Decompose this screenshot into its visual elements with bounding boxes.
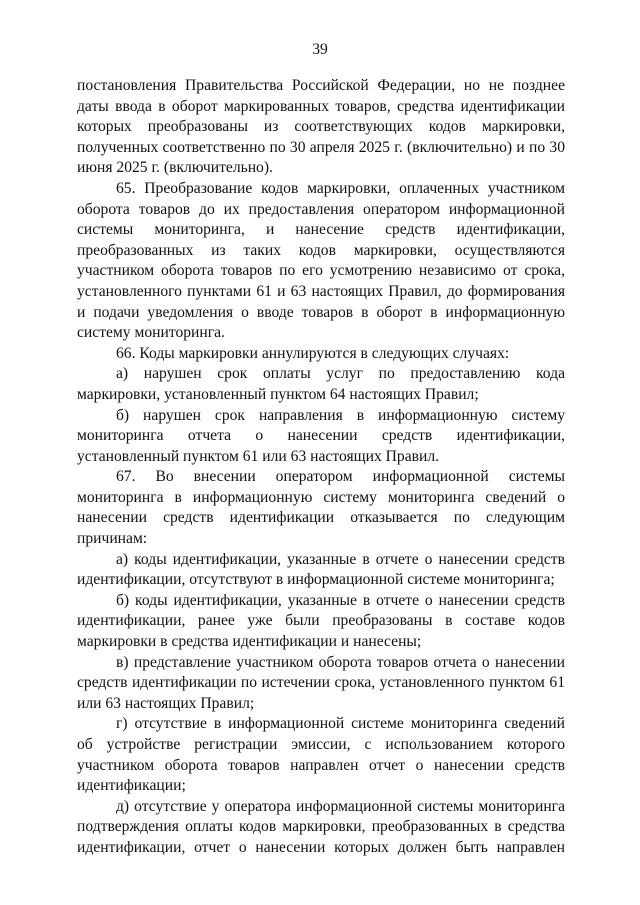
paragraph-p65: 65. Преобразование кодов маркировки, оплаченных участником оборота товаров до их предоставления оператором информационной системы мониторинга, и нанесение средств идентификации, преобразованных из таких кодов маркировки, осуществляются участником оборота товаров по его усмотрению независимо от срока, установленного пунктами 61 и 63 настоящих Правил, до формирования и подачи уведомления о вводе товаров в оборот в информационную систему мониторинга.	[77, 179, 565, 342]
page-number: 39	[312, 41, 328, 58]
paragraph-p66b: б) нарушен срок направления в информационную систему мониторинга отчета о нанесении средств идентификации, установленный пунктом 61 или 63 настоящих Правил.	[77, 406, 565, 465]
paragraph-p67b: б) коды идентификации, указанные в отчете о нанесении средств идентификации, ранее уже были преобразованы в составе кодов маркировки в средства идентификации и нанесены;	[77, 591, 565, 651]
paragraph-p66: 66. Коды маркировки аннулируются в следующих случаях:	[116, 344, 510, 362]
paragraph-p67a: а) коды идентификации, указанные в отчете о нанесении средств идентификации, отсутствуют в информационной системе мониторинга;	[77, 550, 565, 589]
paragraph-p67g: г) отсутствие в информационной системе мониторинга сведений об устройстве регистрации эмиссии, с использованием которого участником оборота товаров направлен отчет о нанесении средств идентификации;	[77, 715, 565, 795]
document-body	[77, 76, 565, 859]
paragraph-p66a: а) нарушен срок оплаты услуг по предоставлению кода маркировки, установленный пунктом 64 настоящих Правил;	[77, 365, 565, 403]
paragraph-p67d: д) отсутствие у оператора информационной системы мониторинга подтверждения оплаты кодов маркировки, преобразованных в средства идентификации, отчет о нанесении которых должен быть направлен	[77, 797, 565, 856]
paragraph-p67: 67. Во внесении оператором информационной системы мониторинга в информационную систему мониторинга сведений о нанесении средств идентификации отказывается по следующим причинам:	[77, 468, 565, 548]
paragraph-p67v: в) представление участником оборота товаров отчета о нанесении средств идентификации по истечении срока, установленного пунктом 61 или 63 настоящих Правил;	[77, 653, 565, 712]
paragraph-cont: постановления Правительства Российской Федерации, но не позднее даты ввода в оборот маркированных товаров, средства идентификации которых преобразованы из соответствующих кодов маркировки, полученных соответственно по 30 апреля 2025 г. (включительно) и по 30 июня 2025 г. (включительно).	[77, 77, 565, 177]
